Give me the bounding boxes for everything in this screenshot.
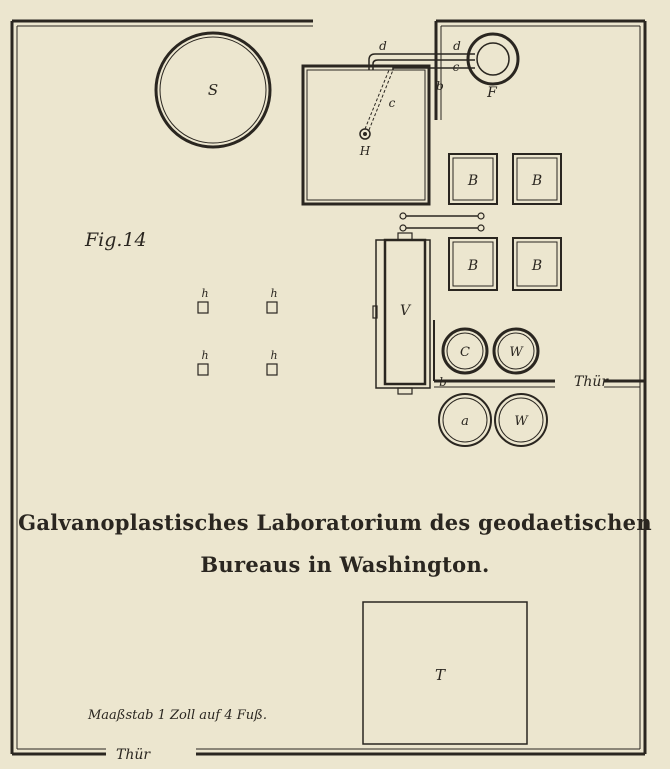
label-d1: d bbox=[379, 39, 387, 53]
stands-h bbox=[198, 302, 277, 375]
label-f: F bbox=[487, 85, 497, 101]
label-c-cell: C bbox=[460, 345, 470, 360]
label-h4: h bbox=[270, 349, 278, 362]
label-b-box2: B bbox=[531, 173, 543, 189]
label-b1: b bbox=[436, 79, 444, 93]
label-a: a bbox=[461, 414, 469, 429]
label-t: T bbox=[434, 666, 446, 684]
label-h: H bbox=[359, 144, 371, 158]
label-c2: c bbox=[452, 60, 460, 74]
title-line-2: Bureaus in Washington. bbox=[200, 552, 490, 577]
label-c: c bbox=[388, 96, 396, 110]
label-w-cell2: W bbox=[514, 414, 528, 429]
label-d2: d bbox=[453, 39, 461, 53]
label-h3: h bbox=[201, 349, 209, 362]
label-h2: h bbox=[270, 287, 278, 300]
door-label-right: Thür bbox=[574, 374, 609, 390]
scale-note: Maaßstab 1 Zoll auf 4 Fuß. bbox=[88, 708, 267, 723]
title-line-1: Galvanoplastisches Laboratorium des geodaetischen bbox=[18, 510, 652, 535]
vessel-f bbox=[468, 34, 518, 84]
label-h1: h bbox=[201, 287, 209, 300]
label-b-box4: B bbox=[531, 258, 543, 274]
label-s: S bbox=[207, 81, 219, 99]
label-b2: b bbox=[439, 375, 447, 389]
label-w-cell: W bbox=[509, 345, 523, 360]
label-b-box3: B bbox=[467, 258, 479, 274]
label-b-box1: B bbox=[467, 173, 479, 189]
bath-boxes bbox=[449, 154, 561, 290]
door-label-bottom: Thür bbox=[116, 747, 151, 763]
label-v: V bbox=[399, 303, 411, 319]
figure-label: Fig.14 bbox=[85, 229, 147, 251]
